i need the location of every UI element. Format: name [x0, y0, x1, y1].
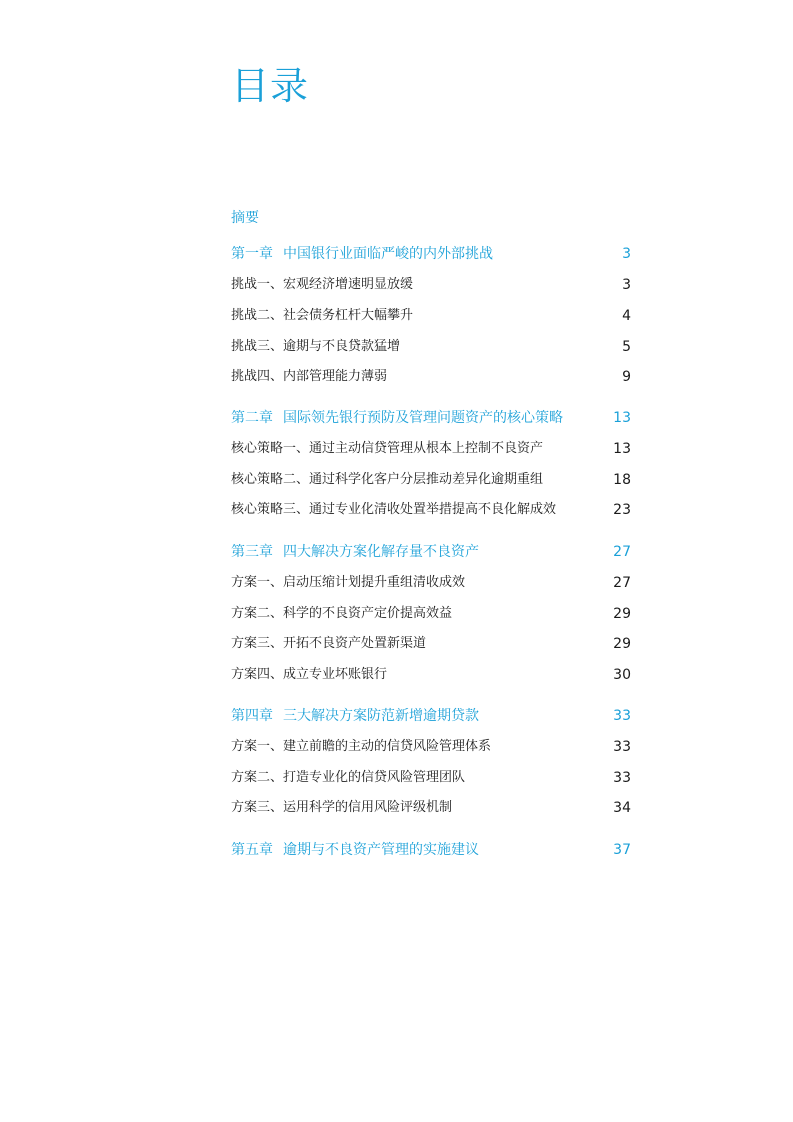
chapter-page: 3	[622, 246, 631, 262]
chapter-prefix: 第二章	[231, 410, 273, 426]
chapter-page: 33	[613, 708, 631, 724]
entry-page: 27	[613, 575, 631, 591]
entry-label: 挑战三、逾期与不良贷款猛增	[231, 339, 401, 354]
entry-page: 33	[613, 770, 631, 786]
entry-page: 30	[613, 667, 631, 683]
chapter-prefix: 第一章	[231, 246, 273, 262]
chapter-prefix: 第四章	[231, 708, 273, 724]
entry-page: 33	[613, 739, 631, 755]
entry-page: 29	[613, 636, 631, 652]
entry-label: 方案四、成立专业坏账银行	[231, 667, 388, 682]
chapter-title: 中国银行业面临严峻的内外部挑战	[283, 246, 493, 262]
entry-page: 5	[622, 339, 631, 355]
chapter-title: 逾期与不良资产管理的实施建议	[283, 842, 479, 858]
entry-page: 34	[613, 800, 631, 816]
entry-label: 挑战四、内部管理能力薄弱	[231, 369, 388, 384]
entry-page: 9	[622, 369, 631, 385]
entry-label: 方案一、建立前瞻的主动的信贷风险管理体系	[231, 739, 492, 754]
chapter-title: 国际领先银行预防及管理问题资产的核心策略	[283, 410, 563, 426]
chapter-page: 27	[613, 544, 631, 560]
toc-abstract-link[interactable]: 摘要	[231, 210, 259, 226]
entry-page: 3	[622, 277, 631, 293]
entry-label: 方案二、打造专业化的信贷风险管理团队	[231, 770, 466, 785]
entry-page: 13	[613, 441, 631, 457]
entry-label: 核心策略三、通过专业化清收处置举措提高不良化解成效	[231, 502, 557, 517]
entry-label: 方案一、启动压缩计划提升重组清收成效	[231, 575, 466, 590]
entry-page: 18	[613, 472, 631, 488]
chapter-prefix: 第五章	[231, 842, 273, 858]
entry-label: 核心策略二、通过科学化客户分层推动差异化逾期重组	[231, 472, 544, 487]
chapter-title: 四大解决方案化解存量不良资产	[283, 544, 479, 560]
entry-page: 23	[613, 502, 631, 518]
entry-page: 29	[613, 606, 631, 622]
entry-label: 核心策略一、通过主动信贷管理从根本上控制不良资产	[231, 441, 544, 456]
chapter-page: 13	[613, 410, 631, 426]
entry-label: 挑战一、宏观经济增速明显放缓	[231, 277, 414, 292]
entry-label: 方案二、科学的不良资产定价提高效益	[231, 606, 453, 621]
entry-page: 4	[622, 308, 631, 324]
chapter-title: 三大解决方案防范新增逾期贷款	[283, 708, 479, 724]
page-title: 目录	[231, 64, 310, 108]
entry-label: 方案三、运用科学的信用风险评级机制	[231, 800, 453, 815]
chapter-prefix: 第三章	[231, 544, 273, 560]
chapter-page: 37	[613, 842, 631, 858]
entry-label: 方案三、开拓不良资产处置新渠道	[231, 636, 427, 651]
entry-label: 挑战二、社会债务杠杆大幅攀升	[231, 308, 414, 323]
